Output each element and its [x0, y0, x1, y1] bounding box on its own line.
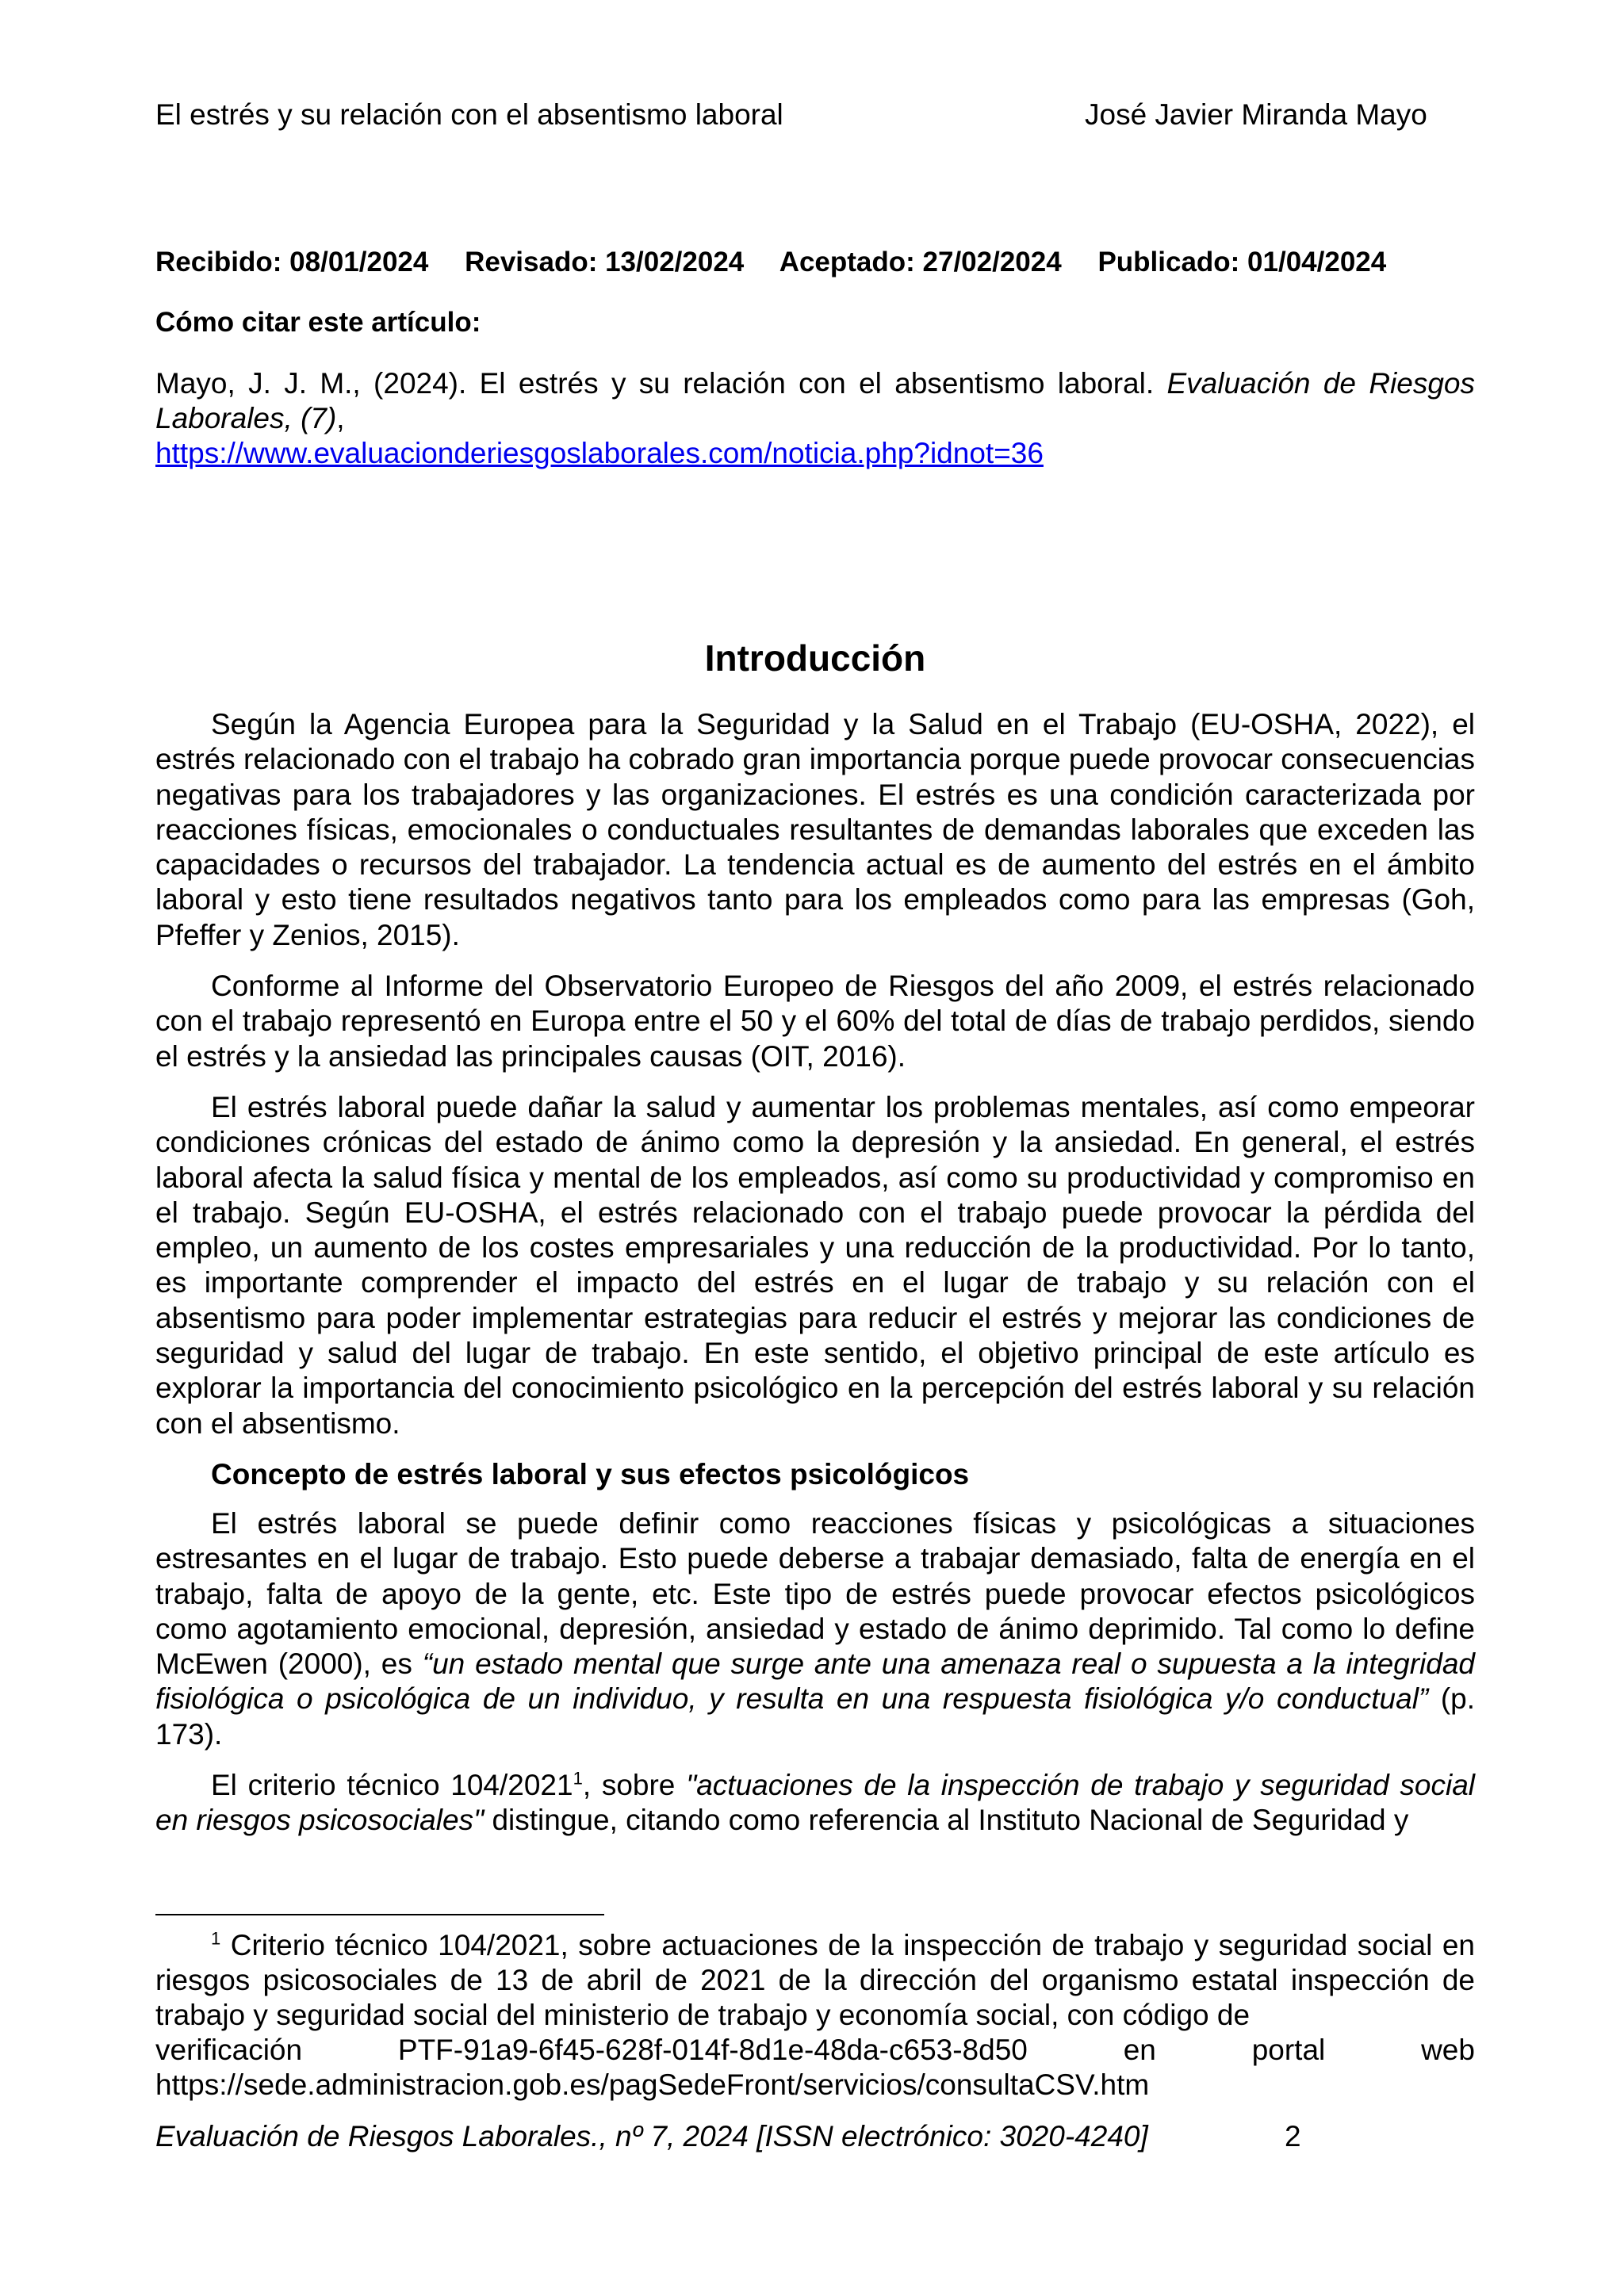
- intro-paragraph-2: Conforme al Informe del Observatorio Europeo de Riesgos del año 2009, el estrés relacionado con el trabajo representó en Europa entre el 50 y el 60% del total de días de trabajo perdidos, siendo el estrés y la ansiedad las principales causas (OIT, 2016).: [155, 970, 1475, 1073]
- verif-code: PTF-91a9-6f45-628f-014f-8d1e-48da-c653-8d50: [397, 2034, 1028, 2066]
- citation-comma: ,: [336, 402, 345, 434]
- date-accepted: Aceptado: 27/02/2024: [779, 247, 1062, 277]
- quote-page-ref: (p. 173).: [155, 1682, 1476, 1751]
- footnote-reference[interactable]: 1: [573, 1768, 583, 1789]
- footnote-url: https://sede.administracion.gob.es/pagSedeFront/servicios/consultaCSV.htm: [155, 2068, 1150, 2101]
- intro-paragraph-1: Según la Agencia Europea para la Seguridad y la Salud en el Trabajo (EU-OSHA, 2022), el estrés relacionado con el trabajo ha cobrado gran importancia porque puede provocar consecuencias negativas para los trabajadores y las organizaciones. El estrés es una condición caracterizada por reacciones físicas, emocionales o conductuales resultantes de demandas laborales que exceden las capacidades o recursos del trabajador. La tendencia actual es de aumento del estrés en el ámbito laboral y esto tiene resultados negativos tanto para los empleados como para las empresas (Goh, Pfeffer y Zenios, 2015).: [155, 708, 1475, 951]
- criterio-text: El criterio técnico 104/2021: [211, 1769, 573, 1802]
- criterio-end: distingue, citando como referencia al Instituto Nacional de Seguridad y: [484, 1804, 1409, 1837]
- verif-en: en: [1123, 2034, 1156, 2066]
- footer-journal: Evaluación de Riesgos Laborales., nº 7, 2024 [ISSN electrónico: 3020-4240]: [155, 2120, 1148, 2152]
- date-revised: Revisado: 13/02/2024: [465, 247, 745, 277]
- header-author: José Javier Miranda Mayo: [1085, 98, 1427, 131]
- citation-block: [155, 366, 1475, 471]
- citation-journal: Evaluación de Riesgos Laborales, (7): [155, 367, 1475, 434]
- footnote-block: [155, 1928, 1475, 2103]
- section-title-introduccion: Introducción: [704, 637, 926, 679]
- subsection-heading: Concepto de estrés laboral y sus efectos psicológicos: [211, 1457, 970, 1490]
- footnote-divider: [155, 1914, 604, 1915]
- citation-text: Mayo, J. J. M., (2024). El estrés y su relación con el absentismo laboral.: [155, 367, 1167, 400]
- page-number: 2: [1285, 2120, 1301, 2152]
- verif-portal: portal: [1251, 2034, 1326, 2066]
- concept-paragraph-1: [155, 1506, 1475, 1752]
- running-header: [155, 95, 1465, 135]
- header-title: El estrés y su relación con el absentismo laboral: [155, 98, 783, 131]
- concept-paragraph-2: [155, 1768, 1475, 1839]
- intro-paragraph-3: El estrés laboral puede dañar la salud y aumentar los problemas mentales, así como empeorar condiciones crónicas del estado de ánimo como la depresión y la ansiedad. En general, el estrés laboral afecta la salud física y mental de los empleados, así como su productividad y compromiso en el trabajo. Según EU-OSHA, el estrés relacionado con el trabajo puede provocar la pérdida del empleo, un aumento de los costes empresariales y una reducción de la productividad. Por lo tanto, es importante comprender el impacto del estrés en el lugar de trabajo y su relación con el absentismo para poder implementar estrategias para reducir el estrés y mejorar las condiciones de seguridad y salud del lugar de trabajo. En este sentido, el objetivo principal de este artículo es explorar la importancia del conocimiento psicológico en la percepción del estrés laboral y su relación con el absentismo.: [155, 1090, 1475, 1440]
- criterio-title-italic: "actuaciones de la inspección de trabajo y seguridad social en riesgos psicosociales": [155, 1769, 1475, 1837]
- footnote-text: Criterio técnico 104/2021, sobre actuaciones de la inspección de trabajo y seguridad social en riesgos psicosociales de 13 de abril de 2021 de la dirección del organismo estatal inspección de trabajo y seguridad social del ministerio de trabajo y economía social, con código de: [155, 1929, 1475, 2031]
- footnote-paragraph: [155, 1928, 1475, 2033]
- mcewen-quote: “un estado mental que surge ante una amenaza real o supuesta a la integridad fisiológica o psicológica de un individuo, y resulta en una respuesta fisiológica y/o conductual”: [155, 1647, 1476, 1716]
- verif-web: web: [1421, 2034, 1475, 2066]
- date-published: Publicado: 01/04/2024: [1097, 247, 1387, 277]
- verif-word: verificación: [155, 2034, 303, 2066]
- footnote-mark: 1: [211, 1928, 221, 1949]
- concept-text: El estrés laboral se puede definir como reacciones físicas y psicológicas a situaciones estresantes en el lugar de trabajo. Esto puede deberse a trabajar demasiado, falta de energía en el trabajo, falta de apoyo de la gente, etc. Este tipo de estrés puede provocar efectos psicológicos como agotamiento emocional, depresión, ansiedad y estado de ánimo deprimido. Tal como lo define McEwen (2000), es: [155, 1506, 1475, 1681]
- citation-heading: Cómo citar este artículo:: [155, 307, 481, 338]
- criterio-mid: , sobre: [582, 1769, 687, 1802]
- article-body: [155, 707, 1475, 1854]
- running-footer: [155, 2117, 1503, 2156]
- date-received: Recibido: 08/01/2024: [155, 247, 429, 277]
- citation-url-link[interactable]: https://www.evaluacionderiesgoslaborales.com/noticia.php?idnot=36: [155, 437, 1044, 469]
- publication-dates: [155, 243, 1503, 282]
- footnote-verification-line: [155, 2033, 1475, 2068]
